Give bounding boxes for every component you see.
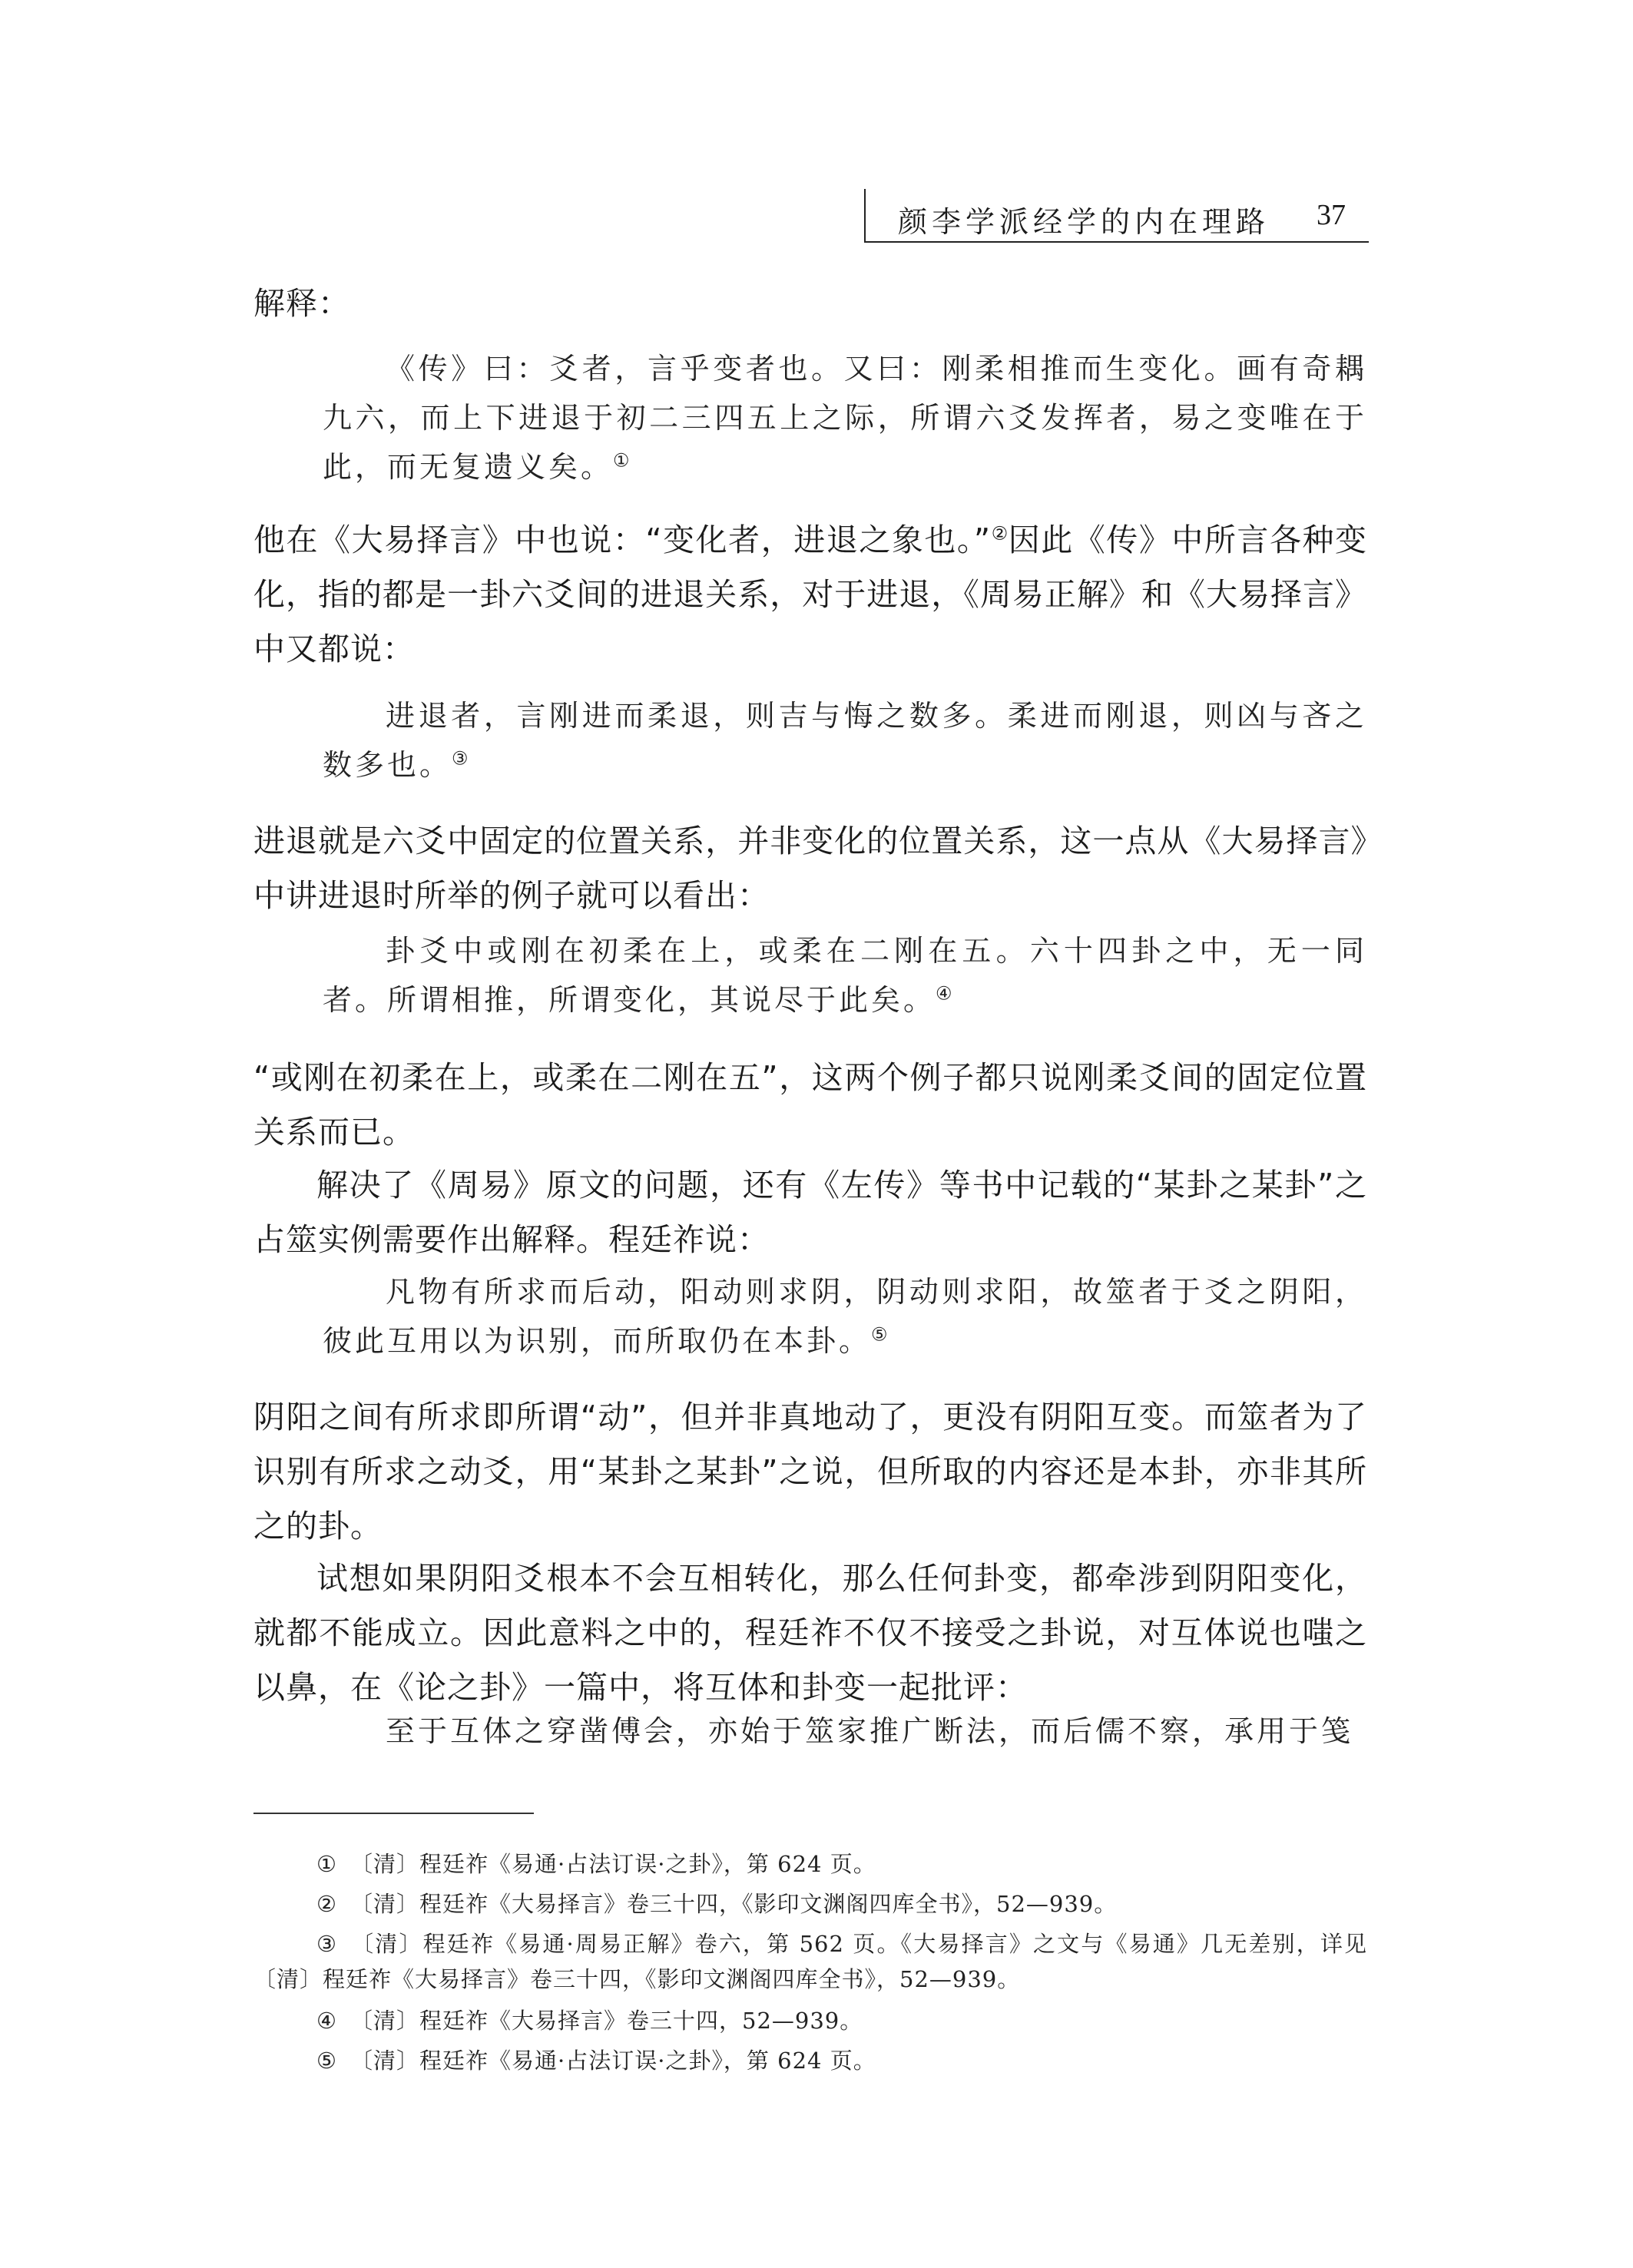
- paragraph-2: [253, 513, 1367, 677]
- footnote-1-text: 〔清〕程廷祚《易通·占法订误·之卦》，第 624 页。: [350, 1851, 876, 1877]
- footnote-3: [253, 1926, 1367, 1997]
- quotation-5: 至于互体之穿凿傅会，亦始于筮家推广断法，而后儒不察，承用于笺: [386, 1714, 1354, 1748]
- footnote-5: [253, 2043, 1367, 2078]
- footnote-1-mark: ①: [316, 1851, 337, 1877]
- quotation-3: [323, 926, 1367, 1025]
- running-header: [864, 189, 1369, 243]
- footnote-ref-2: ②: [991, 522, 1009, 545]
- paragraph-2-text-a: 他在《大易择言》中也说：“变化者，进退之象也。”: [253, 521, 992, 558]
- quotation-3-text: 卦爻中或刚在初柔在上，或柔在二刚在五。六十四卦之中，无一同者。所谓相推，所谓变化，其说尽于此矣。: [323, 934, 1367, 1017]
- page-number: 37: [1317, 199, 1346, 231]
- quotation-2: [323, 691, 1367, 790]
- paragraph-5: 解决了《周易》原文的问题，还有《左传》等书中记载的“某卦之某卦”之占筮实例需要作出解释。程廷祚说：: [253, 1167, 1367, 1258]
- paragraph-2-text-b: 因此《传》中所言各种变化，指的都是一卦六爻间的进退关系，对于进退，《周易正解》和《大易择言》中又都说：: [253, 521, 1368, 667]
- footnote-ref-4: ④: [936, 982, 952, 1005]
- paragraph-1: 解释：: [253, 285, 350, 322]
- footnote-5-mark: ⑤: [316, 2048, 337, 2074]
- paragraph-3: 进退就是六爻中固定的位置关系，并非变化的位置关系，这一点从《大易择言》中讲进退时所举的例子就可以看出：: [253, 823, 1367, 914]
- footnote-ref-1: ①: [613, 449, 630, 472]
- quotation-4-text: 凡物有所求而后动，阳动则求阴，阴动则求阳，故筮者于爻之阴阳，彼此互用以为识别，而所取仍在本卦。: [323, 1275, 1367, 1358]
- quotation-2-text: 进退者，言刚进而柔退，则吉与悔之数多。柔进而刚退，则凶与吝之数多也。: [323, 699, 1367, 782]
- footnote-3-mark: ③: [316, 1931, 337, 1957]
- footnote-1: [253, 1846, 1367, 1882]
- footnote-4-mark: ④: [316, 2008, 337, 2034]
- footnote-2: [253, 1886, 1367, 1922]
- paragraph-4: “或刚在初柔在上，或柔在二刚在五”，这两个例子都只说刚柔爻间的固定位置关系而已。: [253, 1059, 1367, 1151]
- footnote-4: [253, 2003, 1367, 2038]
- quotation-1-text: 《传》曰：爻者，言乎变者也。又曰：刚柔相推而生变化。画有奇耦九六，而上下进退于初二三四五上之际，所谓六爻发挥者，易之变唯在于此，而无复遗义矣。: [323, 352, 1367, 484]
- footnote-2-mark: ②: [316, 1891, 337, 1917]
- paragraph-6: 阴阳之间有所求即所谓“动”，但并非真地动了，更没有阴阳互变。而筮者为了识别有所求之动爻，用“某卦之某卦”之说，但所取的内容还是本卦，亦非其所之的卦。: [253, 1399, 1367, 1545]
- paragraph-7: 试想如果阴阳爻根本不会互相转化，那么任何卦变，都牵涉到阴阳变化，就都不能成立。因此意料之中的，程廷祚不仅不接受之卦说，对互体说也嗤之以鼻，在《论之卦》一篇中，将互体和卦变一起批评：: [253, 1560, 1367, 1706]
- quotation-4: [323, 1267, 1367, 1366]
- footnote-5-text: 〔清〕程廷祚《易通·占法订误·之卦》，第 624 页。: [350, 2048, 876, 2074]
- footnote-2-text: 〔清〕程廷祚《大易择言》卷三十四，《影印文渊阁四库全书》，52—939。: [350, 1891, 1118, 1917]
- footnote-3-text: 〔清〕程廷祚《易通·周易正解》卷六，第 562 页。《大易择言》之文与《易通》几无差别，详见〔清〕程廷祚《大易择言》卷三十四，《影印文渊阁四库全书》，52—939。: [253, 1931, 1367, 1992]
- footnote-ref-3: ③: [452, 747, 469, 770]
- quotation-1: [323, 344, 1367, 492]
- footnote-ref-5: ⑤: [871, 1323, 888, 1346]
- header-title: 颜李学派经学的内在理路: [898, 205, 1270, 239]
- footnote-4-text: 〔清〕程廷祚《大易择言》卷三十四，52—939。: [350, 2008, 863, 2034]
- footnote-divider: [253, 1813, 534, 1814]
